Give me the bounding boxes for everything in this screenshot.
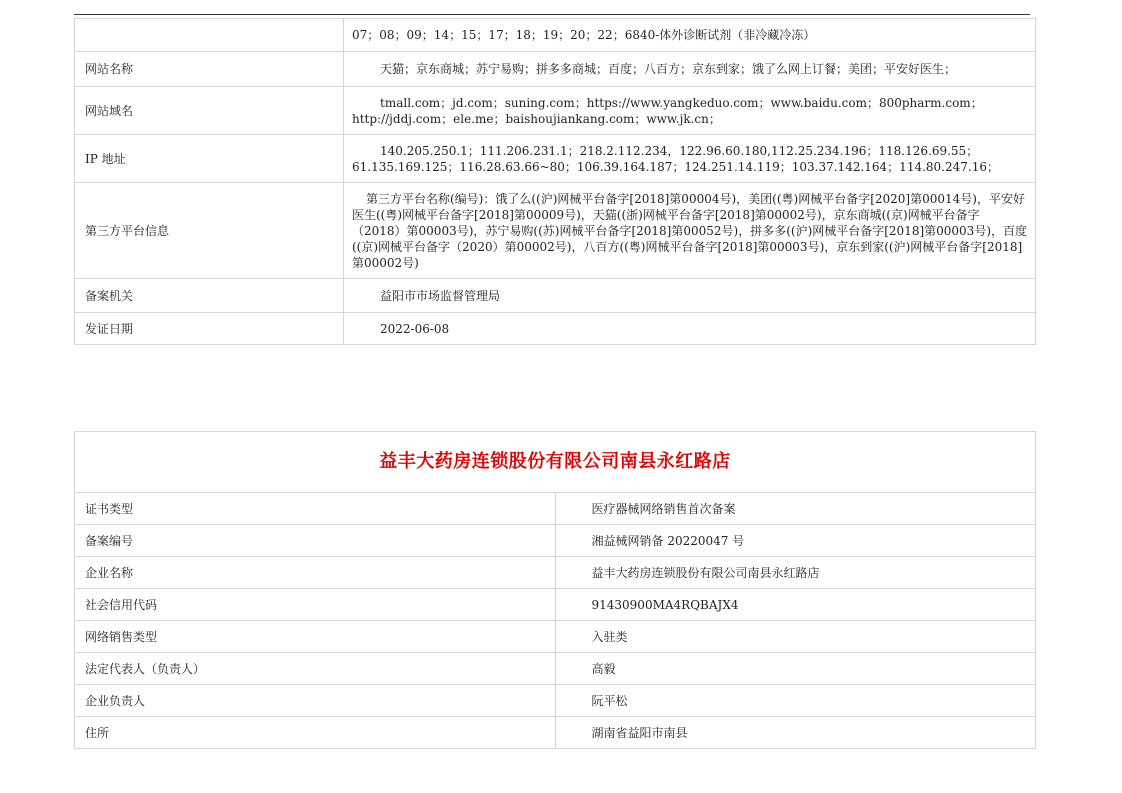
row-label: 法定代表人（负责人）: [75, 653, 556, 685]
row-label: 备案编号: [75, 525, 556, 557]
row-label: 企业名称: [75, 557, 556, 589]
row-value: 阮平松: [555, 685, 1036, 717]
row-label: [75, 19, 344, 52]
record-table: [74, 431, 1036, 749]
table-title-row: [75, 432, 1036, 493]
row-value: tmall.com；jd.com；suning.com；https://www.yangkeduo.com；www.baidu.com；800pharm.com；http://jddj.com；ele.me；baishoujiankang.com；www.jk.cn；: [344, 87, 1036, 135]
table-row: [75, 313, 1036, 345]
table-row: [75, 717, 1036, 749]
row-value: 140.205.250.1；111.206.231.1；218.2.112.234，122.96.60.180,112.25.234.196；118.126.69.55；61.135.169.125；116.28.63.66~80；106.39.164.187；124.251.14.119；103.37.142.164；114.80.247.16；: [344, 135, 1036, 183]
table-row: [75, 557, 1036, 589]
table-row: [75, 621, 1036, 653]
table-row: [75, 493, 1036, 525]
row-label: 住所: [75, 717, 556, 749]
row-value: 入驻类: [555, 621, 1036, 653]
row-label: 发证日期: [75, 313, 344, 345]
row-label: 社会信用代码: [75, 589, 556, 621]
row-label: 备案机关: [75, 279, 344, 313]
row-label: 网站名称: [75, 52, 344, 87]
record-table-continued: [74, 18, 1036, 345]
row-value: 湘益械网销备 20220047 号: [555, 525, 1036, 557]
table-row: [75, 279, 1036, 313]
row-label: 证书类型: [75, 493, 556, 525]
table-row: [75, 19, 1036, 52]
row-value: 湖南省益阳市南县: [555, 717, 1036, 749]
row-label: 第三方平台信息: [75, 183, 344, 279]
row-value: 益阳市市场监督管理局: [344, 279, 1036, 313]
company-title: 益丰大药房连锁股份有限公司南县永红路店: [75, 432, 1036, 493]
table-row: [75, 589, 1036, 621]
table-row: [75, 52, 1036, 87]
table-row: [75, 87, 1036, 135]
row-label: 企业负责人: [75, 685, 556, 717]
table-row: [75, 653, 1036, 685]
row-value: 高毅: [555, 653, 1036, 685]
row-label: 网站域名: [75, 87, 344, 135]
table-row: [75, 183, 1036, 279]
row-label: 网络销售类型: [75, 621, 556, 653]
row-value: 第三方平台名称(编号)：饿了么((沪)网械平台备字[2018]第00004号)，美团((粤)网械平台备字[2020]第00014号)，平安好医生((粤)网械平台备字[2018]第00009号)，天猫((浙)网械平台备字[2018]第00002号)，京东商城((京)网械平台备字（2018）第00003号)，苏宁易购((苏)网械平台备字[2018]第00052号)，拼多多((沪)网械平台备字[2018]第00003号)，百度((京)网械平台备字（2020）第00002号)，八百方((粤)网械平台备字[2018]第00003号)，京东到家((沪)网械平台备字[2018]第00002号): [344, 183, 1036, 279]
row-label: IP 地址: [75, 135, 344, 183]
row-value: 91430900MA4RQBAJX4: [555, 589, 1036, 621]
row-value: 天猫；京东商城；苏宁易购；拼多多商城；百度；八百方；京东到家；饿了么网上订餐；美团；平安好医生；: [344, 52, 1036, 87]
header-rule: [74, 14, 1030, 15]
row-value: 医疗器械网络销售首次备案: [555, 493, 1036, 525]
row-value-categories: 07；08；09；14；15；17；18；19；20；22；6840-体外诊断试剂（非冷藏冷冻）: [344, 19, 1036, 52]
row-value: 益丰大药房连锁股份有限公司南县永红路店: [555, 557, 1036, 589]
table-row: [75, 525, 1036, 557]
table-row: [75, 135, 1036, 183]
row-value: 2022-06-08: [344, 313, 1036, 345]
table-row: [75, 685, 1036, 717]
